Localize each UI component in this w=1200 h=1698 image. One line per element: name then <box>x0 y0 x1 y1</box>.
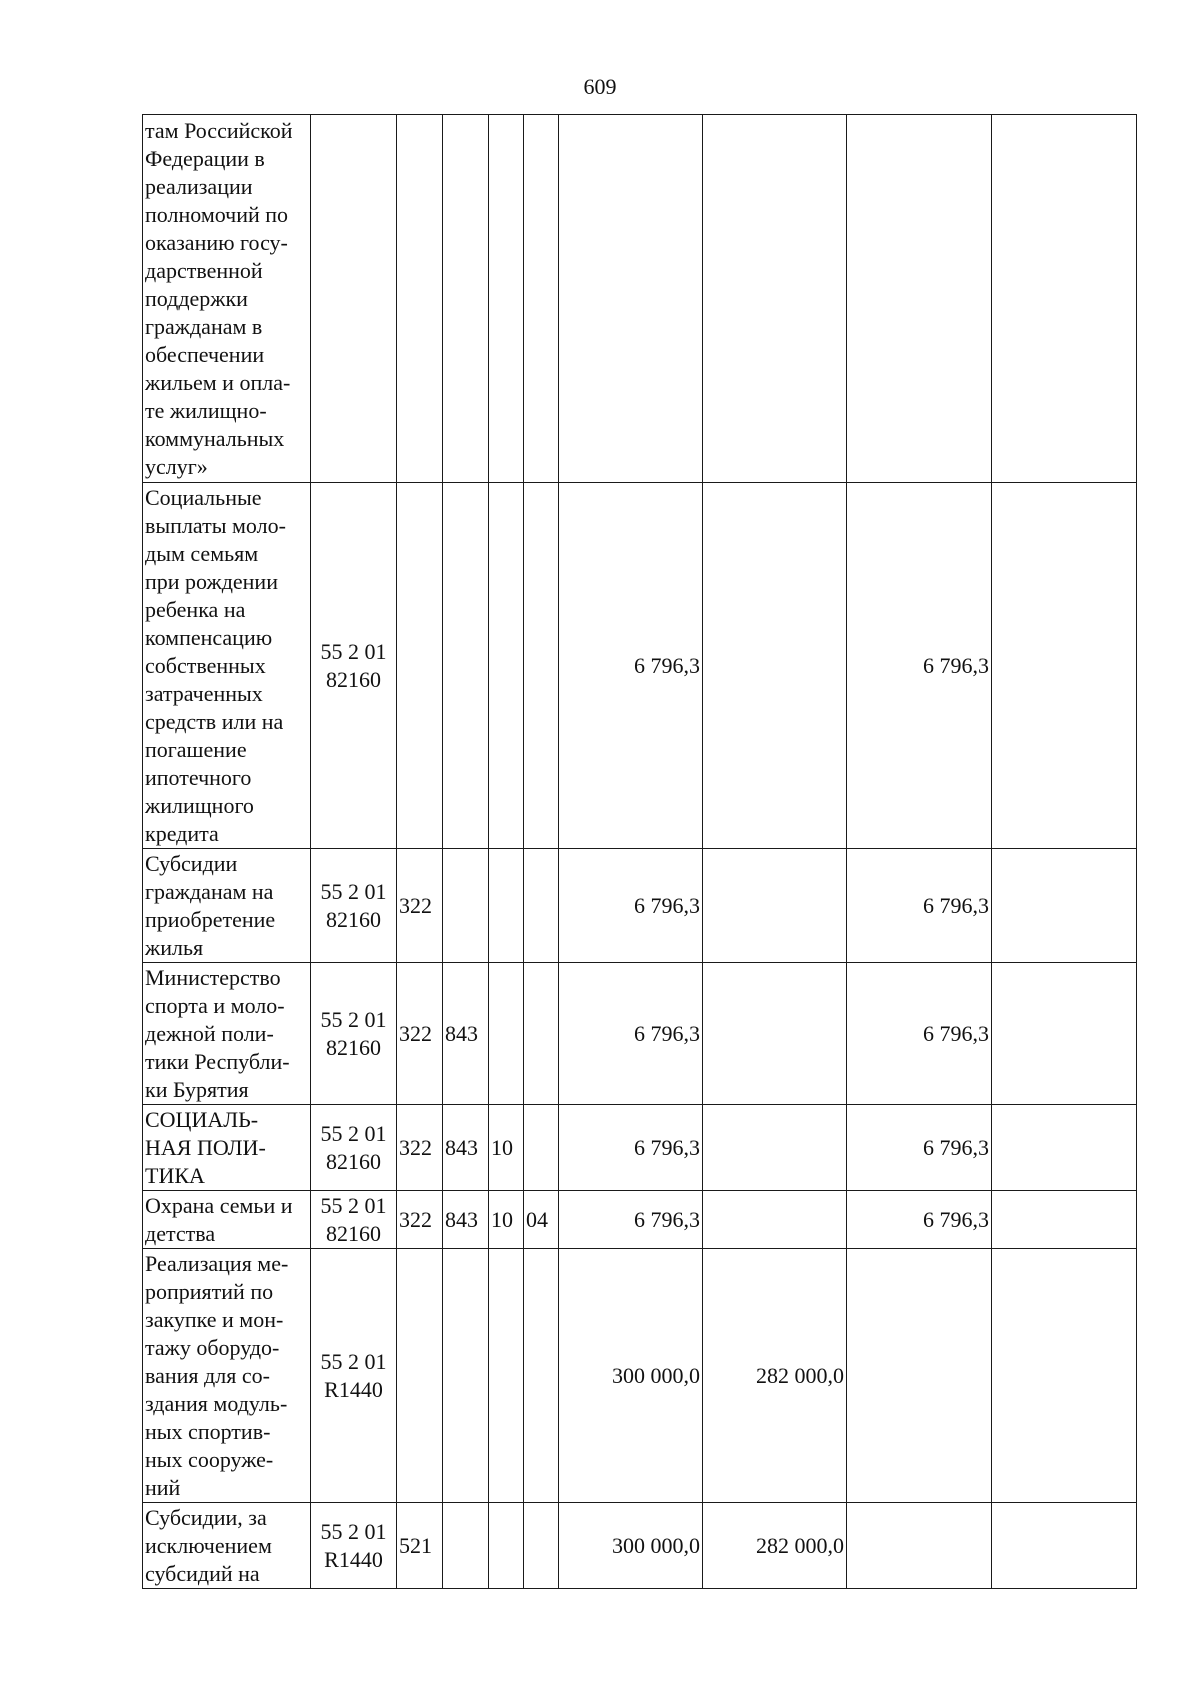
rz-cell: 10 <box>489 1105 524 1191</box>
row-name-line: гражданам в <box>145 313 263 339</box>
federal-amount-cell: 282 000,0 <box>703 1249 847 1503</box>
row-name-line: тажу оборудо- <box>145 1334 280 1360</box>
vr-cell: 322 <box>397 963 443 1105</box>
pr-cell <box>524 849 559 963</box>
row-name-line: полномочий по <box>145 201 289 227</box>
row-name-line: НАЯ ПОЛИ- <box>145 1134 266 1160</box>
page-number: 609 <box>583 74 617 99</box>
pr-cell <box>524 963 559 1105</box>
table-body <box>143 115 1137 1589</box>
row-name-line: приобретение <box>145 906 276 932</box>
pr-cell <box>524 1503 559 1589</box>
csr-cell <box>311 1249 397 1503</box>
csr-cell <box>311 115 397 483</box>
row-name-line: ных сооруже- <box>145 1446 274 1472</box>
total-amount-cell: 6 796,3 <box>559 963 703 1105</box>
local-amount-cell <box>992 1249 1137 1503</box>
row-name-line: спорта и моло- <box>145 992 285 1018</box>
row-name-line: субсидий на <box>145 1560 260 1586</box>
row-name-line: при рождении <box>145 568 278 594</box>
federal-amount-cell <box>703 483 847 849</box>
local-amount-cell <box>992 963 1137 1105</box>
csr-cell <box>311 483 397 849</box>
local-amount-cell <box>992 115 1137 483</box>
csr-cell <box>311 1191 397 1249</box>
table-row <box>143 963 1137 1105</box>
row-name-line: Министерство <box>145 964 281 990</box>
rz-cell <box>489 483 524 849</box>
row-name-line: те жилищно- <box>145 397 267 423</box>
csr-code-part: 82160 <box>326 1148 381 1174</box>
csr-code-part: 55 2 01 <box>320 1348 387 1374</box>
row-name-line: жилищного <box>145 792 254 818</box>
total-amount-cell <box>559 115 703 483</box>
row-name-line: поддержки <box>145 285 248 311</box>
csr-code-part: R1440 <box>324 1376 383 1402</box>
vr-cell <box>397 115 443 483</box>
row-name-cell <box>143 1503 311 1589</box>
row-name-line: вания для со- <box>145 1362 270 1388</box>
pr-cell <box>524 1105 559 1191</box>
row-name-line: детства <box>145 1220 216 1246</box>
row-name-line: Охрана семьи и <box>145 1192 293 1218</box>
republic-amount-cell <box>847 115 992 483</box>
federal-amount-cell <box>703 1191 847 1249</box>
rz-cell <box>489 1503 524 1589</box>
row-name-cell <box>143 963 311 1105</box>
row-name-line: выплаты моло- <box>145 512 286 538</box>
vr-cell <box>397 483 443 849</box>
row-name-line: оказанию госу- <box>145 229 288 255</box>
rz-cell <box>489 963 524 1105</box>
federal-amount-cell <box>703 115 847 483</box>
total-amount-cell: 300 000,0 <box>559 1249 703 1503</box>
total-amount-cell: 6 796,3 <box>559 849 703 963</box>
rz-cell <box>489 849 524 963</box>
pr-cell <box>524 115 559 483</box>
table-row <box>143 849 1137 963</box>
pr-cell: 04 <box>524 1191 559 1249</box>
vr-cell: 521 <box>397 1503 443 1589</box>
republic-amount-cell: 6 796,3 <box>847 849 992 963</box>
republic-amount-cell <box>847 1249 992 1503</box>
table-row <box>143 1105 1137 1191</box>
total-amount-cell: 6 796,3 <box>559 483 703 849</box>
row-name-cell <box>143 849 311 963</box>
pr-cell <box>524 1249 559 1503</box>
row-name-line: средств или на <box>145 708 284 734</box>
republic-amount-cell: 6 796,3 <box>847 1191 992 1249</box>
csr-code-part: 82160 <box>326 906 381 932</box>
row-name-line: Субсидии, за <box>145 1504 267 1530</box>
republic-amount-cell: 6 796,3 <box>847 1105 992 1191</box>
csr-code-part: 82160 <box>326 1034 381 1060</box>
row-name-line: собственных <box>145 652 266 678</box>
row-name-line: реализации <box>145 173 253 199</box>
csr-cell <box>311 963 397 1105</box>
federal-amount-cell <box>703 1105 847 1191</box>
csr-cell <box>311 849 397 963</box>
vr-cell: 322 <box>397 849 443 963</box>
rz-cell: 10 <box>489 1191 524 1249</box>
row-name-line: закупке и мон- <box>145 1306 284 1332</box>
rz-cell <box>489 115 524 483</box>
row-name-line: погашение <box>145 736 247 762</box>
row-name-line: жильем и опла- <box>145 369 291 395</box>
row-name-cell <box>143 1105 311 1191</box>
row-name-line: дарственной <box>145 257 263 283</box>
row-name-line: ки Бурятия <box>145 1076 249 1102</box>
local-amount-cell <box>992 1105 1137 1191</box>
row-name-line: исключением <box>145 1532 272 1558</box>
grbs-cell: 843 <box>443 1191 489 1249</box>
table-row <box>143 115 1137 483</box>
total-amount-cell: 300 000,0 <box>559 1503 703 1589</box>
local-amount-cell <box>992 1503 1137 1589</box>
row-name-line: ний <box>145 1474 181 1500</box>
vr-cell <box>397 1249 443 1503</box>
grbs-cell <box>443 483 489 849</box>
row-name-cell <box>143 1191 311 1249</box>
csr-code-part: 55 2 01 <box>320 638 387 664</box>
grbs-cell <box>443 1249 489 1503</box>
row-name-line: гражданам на <box>145 878 274 904</box>
row-name-line: Федерации в <box>145 145 265 171</box>
row-name-line: ТИКА <box>145 1162 205 1188</box>
row-name-line: Социальные <box>145 484 262 510</box>
row-name-line: обеспечении <box>145 341 265 367</box>
local-amount-cell <box>992 1191 1137 1249</box>
grbs-cell: 843 <box>443 1105 489 1191</box>
csr-code-part: 55 2 01 <box>320 1192 387 1218</box>
row-name-line: ных спортив- <box>145 1418 271 1444</box>
csr-code-part: 55 2 01 <box>320 1518 387 1544</box>
grbs-cell <box>443 115 489 483</box>
row-name-line: тики Республи- <box>145 1048 290 1074</box>
vr-cell: 322 <box>397 1105 443 1191</box>
row-name-line: Реализация ме- <box>145 1250 289 1276</box>
csr-code-part: 82160 <box>326 666 381 692</box>
local-amount-cell <box>992 849 1137 963</box>
local-amount-cell <box>992 483 1137 849</box>
budget-table <box>142 114 1137 1589</box>
vr-cell: 322 <box>397 1191 443 1249</box>
csr-code-part: 55 2 01 <box>320 1120 387 1146</box>
grbs-cell <box>443 849 489 963</box>
republic-amount-cell: 6 796,3 <box>847 483 992 849</box>
row-name-line: роприятий по <box>145 1278 274 1304</box>
row-name-cell <box>143 1249 311 1503</box>
federal-amount-cell: 282 000,0 <box>703 1503 847 1589</box>
csr-code-part: 82160 <box>326 1220 381 1246</box>
table-row <box>143 1191 1137 1249</box>
republic-amount-cell <box>847 1503 992 1589</box>
rz-cell <box>489 1249 524 1503</box>
csr-code-part: 55 2 01 <box>320 1006 387 1032</box>
republic-amount-cell: 6 796,3 <box>847 963 992 1105</box>
row-name-cell <box>143 483 311 849</box>
row-name-line: затраченных <box>145 680 263 706</box>
row-name-line: ипотечного <box>145 764 252 790</box>
row-name-line: Субсидии <box>145 850 238 876</box>
csr-cell <box>311 1503 397 1589</box>
row-name-line: здания модуль- <box>145 1390 288 1416</box>
table-row <box>143 483 1137 849</box>
row-name-line: ребенка на <box>145 596 246 622</box>
row-name-line: дым семьям <box>145 540 259 566</box>
federal-amount-cell <box>703 963 847 1105</box>
row-name-line: компенсацию <box>145 624 273 650</box>
table-row <box>143 1249 1137 1503</box>
row-name-line: СОЦИАЛЬ- <box>145 1106 259 1132</box>
row-name-line: коммунальных <box>145 425 285 451</box>
row-name-line: услуг» <box>145 453 208 479</box>
table-row <box>143 1503 1137 1589</box>
row-name-line: жилья <box>145 934 204 960</box>
csr-code-part: R1440 <box>324 1546 383 1572</box>
row-name-line: там Российской <box>145 117 293 143</box>
federal-amount-cell <box>703 849 847 963</box>
grbs-cell <box>443 1503 489 1589</box>
total-amount-cell: 6 796,3 <box>559 1105 703 1191</box>
row-name-line: кредита <box>145 820 219 846</box>
row-name-line: дежной поли- <box>145 1020 274 1046</box>
total-amount-cell: 6 796,3 <box>559 1191 703 1249</box>
grbs-cell: 843 <box>443 963 489 1105</box>
pr-cell <box>524 483 559 849</box>
csr-code-part: 55 2 01 <box>320 878 387 904</box>
row-name-cell <box>143 115 311 483</box>
csr-cell <box>311 1105 397 1191</box>
